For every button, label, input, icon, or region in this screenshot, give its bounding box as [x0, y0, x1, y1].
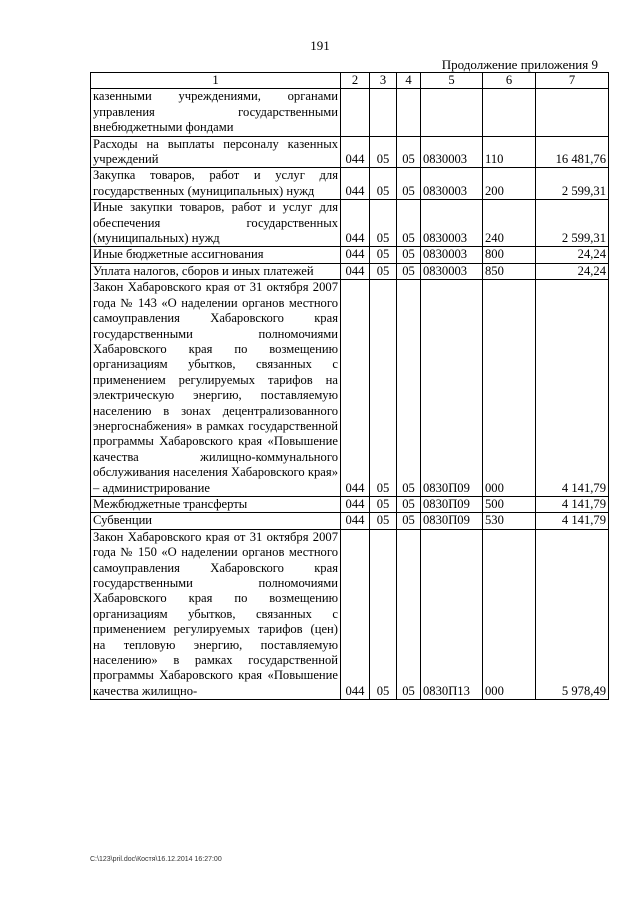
cell-target-code: 0830003 — [421, 200, 483, 247]
appendix-note: Продолжение приложения 9 — [441, 57, 598, 72]
cell-amount: 2 599,31 — [536, 200, 609, 247]
cell-section: 05 — [370, 247, 397, 263]
cell-target-code: 0830П09 — [421, 496, 483, 512]
cell-ministry: 044 — [341, 263, 370, 279]
table-row — [91, 529, 609, 699]
cell-amount: 4 141,79 — [536, 513, 609, 529]
cell-amount: 16 481,76 — [536, 136, 609, 168]
table-row — [91, 168, 609, 200]
cell-target-code: 0830003 — [421, 168, 483, 200]
cell-target-code: 0830003 — [421, 136, 483, 168]
cell-subsection — [397, 89, 421, 136]
cell-subsection: 05 — [397, 529, 421, 699]
table-row — [91, 496, 609, 512]
cell-target-code: 0830П13 — [421, 529, 483, 699]
cell-amount: 4 141,79 — [536, 280, 609, 497]
row-description: Закупка товаров, работ и услуг для государственных (муниципальных) нужд — [91, 168, 341, 200]
row-description: Межбюджетные трансферты — [91, 496, 341, 512]
cell-expense-type: 800 — [483, 247, 536, 263]
cell-expense-type: 530 — [483, 513, 536, 529]
cell-section: 05 — [370, 513, 397, 529]
cell-expense-type — [483, 89, 536, 136]
cell-ministry: 044 — [341, 529, 370, 699]
header-row — [91, 73, 609, 89]
cell-amount: 24,24 — [536, 247, 609, 263]
table-row — [91, 263, 609, 279]
row-description: Субвенции — [91, 513, 341, 529]
cell-target-code — [421, 89, 483, 136]
cell-section: 05 — [370, 136, 397, 168]
cell-subsection: 05 — [397, 136, 421, 168]
row-description: Иные закупки товаров, работ и услуг для обеспечения государственных (муниципальных) нужд — [91, 200, 341, 247]
table-row — [91, 136, 609, 168]
cell-section: 05 — [370, 168, 397, 200]
table-row — [91, 89, 609, 136]
table-row — [91, 280, 609, 497]
cell-section: 05 — [370, 529, 397, 699]
cell-ministry: 044 — [341, 247, 370, 263]
cell-subsection: 05 — [397, 513, 421, 529]
cell-subsection: 05 — [397, 168, 421, 200]
row-description: Иные бюджетные ассигнования — [91, 247, 341, 263]
cell-ministry: 044 — [341, 136, 370, 168]
budget-table — [90, 72, 609, 700]
cell-target-code: 0830П09 — [421, 513, 483, 529]
cell-ministry: 044 — [341, 200, 370, 247]
row-description: Расходы на выплаты персоналу казенных учреждений — [91, 136, 341, 168]
header-cell: 3 — [370, 73, 397, 89]
cell-target-code: 0830003 — [421, 263, 483, 279]
cell-ministry: 044 — [341, 280, 370, 497]
cell-subsection: 05 — [397, 247, 421, 263]
cell-subsection: 05 — [397, 263, 421, 279]
header-cell: 4 — [397, 73, 421, 89]
cell-subsection: 05 — [397, 496, 421, 512]
cell-ministry: 044 — [341, 496, 370, 512]
header-cell: 2 — [341, 73, 370, 89]
cell-target-code: 0830003 — [421, 247, 483, 263]
cell-section: 05 — [370, 280, 397, 497]
cell-subsection: 05 — [397, 200, 421, 247]
table-row — [91, 247, 609, 263]
cell-expense-type: 110 — [483, 136, 536, 168]
row-description: Закон Хабаровского края от 31 октября 2007 года № 150 «О наделении органов местного самоуправления Хабаровского края государственными полномочиями Хабаровского края по возмещению организациям убытков, связанных с применением регулируемых тарифов (цен) на тепловую энергию, поставляемую населению» в рамках государственной программы Хабаровского края «Повышение качества жилищно- — [91, 529, 341, 699]
cell-amount: 2 599,31 — [536, 168, 609, 200]
table-row — [91, 200, 609, 247]
row-description: казенными учреждениями, органами управления государственными внебюджетными фондами — [91, 89, 341, 136]
cell-expense-type: 000 — [483, 529, 536, 699]
cell-expense-type: 850 — [483, 263, 536, 279]
header-cell: 1 — [91, 73, 341, 89]
cell-section: 05 — [370, 496, 397, 512]
cell-expense-type: 240 — [483, 200, 536, 247]
cell-section: 05 — [370, 200, 397, 247]
table-row — [91, 513, 609, 529]
cell-ministry: 044 — [341, 513, 370, 529]
cell-section: 05 — [370, 263, 397, 279]
cell-subsection: 05 — [397, 280, 421, 497]
cell-amount: 4 141,79 — [536, 496, 609, 512]
cell-amount — [536, 89, 609, 136]
header-cell: 6 — [483, 73, 536, 89]
page-number: 191 — [310, 38, 330, 53]
cell-expense-type: 000 — [483, 280, 536, 497]
row-description: Уплата налогов, сборов и иных платежей — [91, 263, 341, 279]
cell-expense-type: 200 — [483, 168, 536, 200]
file-path-footer: C:\123\pril.doc\Костя\16.12.2014 16:27:00 — [90, 856, 222, 863]
cell-target-code: 0830П09 — [421, 280, 483, 497]
cell-amount: 24,24 — [536, 263, 609, 279]
cell-expense-type: 500 — [483, 496, 536, 512]
header-cell: 7 — [536, 73, 609, 89]
cell-amount: 5 978,49 — [536, 529, 609, 699]
cell-section — [370, 89, 397, 136]
cell-ministry: 044 — [341, 168, 370, 200]
row-description: Закон Хабаровского края от 31 октября 2007 года № 143 «О наделении органов местного самоуправления Хабаровского края государственными полномочиями Хабаровского края по возмещению организациям убытков, связанных с применением регулируемых тарифов на электрическую энергию, поставляемую населению в зонах децентрализованного энергоснабжения» в рамках государственной программы Хабаровского края «Повышение качества жилищно-коммунального обслуживания населения Хабаровского края» – администрирование — [91, 280, 341, 497]
header-cell: 5 — [421, 73, 483, 89]
cell-ministry — [341, 89, 370, 136]
